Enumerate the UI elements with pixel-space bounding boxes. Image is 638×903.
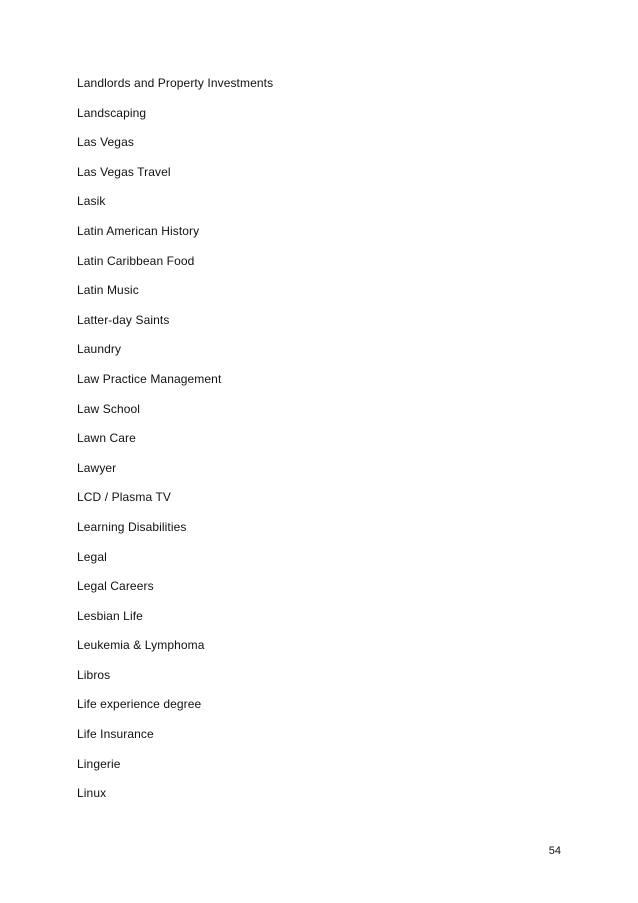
list-item: Life experience degree <box>77 697 202 712</box>
list-item: Life Insurance <box>77 727 154 742</box>
list-item: Laundry <box>77 342 122 357</box>
list-item: Law School <box>77 401 141 416</box>
list-item: Lawn Care <box>77 431 136 446</box>
list-item: Latin Caribbean Food <box>77 253 195 268</box>
page-number: 54 <box>548 845 561 857</box>
list-item: Legal Careers <box>77 579 154 594</box>
list-item: Libros <box>77 667 111 682</box>
list-item: Latin Music <box>77 283 139 298</box>
list-item: Linux <box>77 786 107 801</box>
list-item: Learning Disabilities <box>77 519 187 534</box>
list-item: LCD / Plasma TV <box>77 490 171 505</box>
list-item: Lesbian Life <box>77 608 143 623</box>
topic-list <box>77 75 273 815</box>
list-item: Latin American History <box>77 223 200 238</box>
list-item: Landlords and Property Investments <box>77 76 274 90</box>
list-item: Law Practice Management <box>77 371 222 386</box>
list-item: Las Vegas <box>77 135 134 150</box>
list-item: Lasik <box>77 194 106 209</box>
list-item: Lawyer <box>77 460 117 475</box>
list-item: Leukemia & Lymphoma <box>77 638 205 653</box>
list-item: Las Vegas Travel <box>77 164 171 179</box>
list-item: Landscaping <box>77 105 147 120</box>
list-item: Lingerie <box>77 756 121 771</box>
list-item: Latter-day Saints <box>77 312 170 327</box>
list-item: Legal <box>77 549 107 564</box>
